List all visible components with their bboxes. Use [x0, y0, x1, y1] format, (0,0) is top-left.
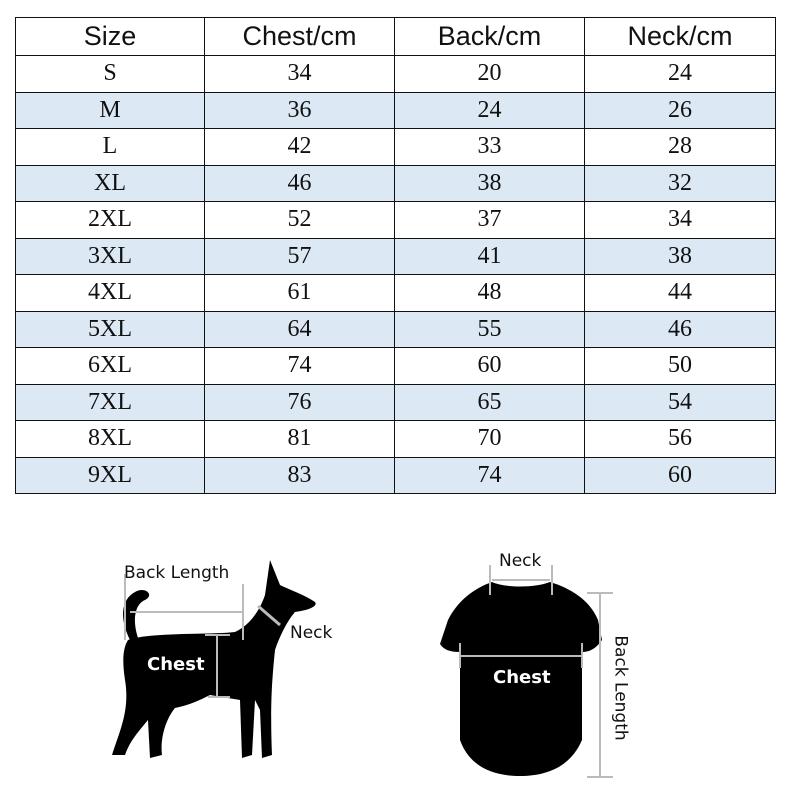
table-row — [16, 311, 776, 348]
dog-back-length-label: Back Length — [124, 563, 230, 583]
cell-size: 7XL — [16, 384, 205, 421]
cell-chest: 42 — [205, 129, 395, 166]
cell-back: 55 — [395, 311, 585, 348]
dog-measurement-diagram — [90, 540, 350, 780]
table-row — [16, 457, 776, 494]
cell-size: M — [16, 92, 205, 129]
cell-size: XL — [16, 165, 205, 202]
cell-back: 24 — [395, 92, 585, 129]
shirt-measurement-diagram — [420, 540, 650, 790]
cell-size: 2XL — [16, 202, 205, 239]
cell-back: 37 — [395, 202, 585, 239]
table-row — [16, 384, 776, 421]
cell-back: 48 — [395, 275, 585, 312]
table-row — [16, 348, 776, 385]
table-row — [16, 129, 776, 166]
table-row — [16, 421, 776, 458]
header-row — [16, 18, 776, 56]
shirt-chest-label: Chest — [493, 667, 551, 688]
cell-neck: 24 — [585, 56, 776, 93]
header-chest: Chest/cm — [205, 18, 395, 56]
cell-size: 5XL — [16, 311, 205, 348]
cell-back: 65 — [395, 384, 585, 421]
table-row — [16, 275, 776, 312]
cell-size: 3XL — [16, 238, 205, 275]
shirt-back-length-label: Back Length — [610, 635, 631, 741]
cell-size: S — [16, 56, 205, 93]
cell-size: 9XL — [16, 457, 205, 494]
shirt-neck-label: Neck — [499, 551, 542, 571]
cell-chest: 81 — [205, 421, 395, 458]
cell-size: 6XL — [16, 348, 205, 385]
cell-back: 60 — [395, 348, 585, 385]
cell-size: L — [16, 129, 205, 166]
cell-neck: 26 — [585, 92, 776, 129]
header-back: Back/cm — [395, 18, 585, 56]
cell-size: 4XL — [16, 275, 205, 312]
cell-neck: 44 — [585, 275, 776, 312]
table-row — [16, 202, 776, 239]
cell-chest: 83 — [205, 457, 395, 494]
cell-neck: 56 — [585, 421, 776, 458]
size-chart-table — [15, 17, 776, 494]
cell-size: 8XL — [16, 421, 205, 458]
cell-neck: 54 — [585, 384, 776, 421]
cell-chest: 64 — [205, 311, 395, 348]
cell-chest: 61 — [205, 275, 395, 312]
cell-back: 20 — [395, 56, 585, 93]
cell-back: 74 — [395, 457, 585, 494]
cell-chest: 52 — [205, 202, 395, 239]
table-row — [16, 238, 776, 275]
cell-chest: 36 — [205, 92, 395, 129]
table-row — [16, 165, 776, 202]
cell-chest: 74 — [205, 348, 395, 385]
dog-chest-label: Chest — [147, 654, 205, 675]
cell-neck: 32 — [585, 165, 776, 202]
table-row — [16, 92, 776, 129]
cell-neck: 60 — [585, 457, 776, 494]
cell-chest: 46 — [205, 165, 395, 202]
header-neck: Neck/cm — [585, 18, 776, 56]
cell-back: 33 — [395, 129, 585, 166]
dog-neck-label: Neck — [290, 623, 333, 643]
cell-back: 70 — [395, 421, 585, 458]
cell-chest: 76 — [205, 384, 395, 421]
cell-chest: 34 — [205, 56, 395, 93]
cell-back: 41 — [395, 238, 585, 275]
cell-chest: 57 — [205, 238, 395, 275]
cell-neck: 28 — [585, 129, 776, 166]
cell-neck: 38 — [585, 238, 776, 275]
cell-back: 38 — [395, 165, 585, 202]
cell-neck: 34 — [585, 202, 776, 239]
header-size: Size — [16, 18, 205, 56]
cell-neck: 50 — [585, 348, 776, 385]
cell-neck: 46 — [585, 311, 776, 348]
table-row — [16, 56, 776, 93]
